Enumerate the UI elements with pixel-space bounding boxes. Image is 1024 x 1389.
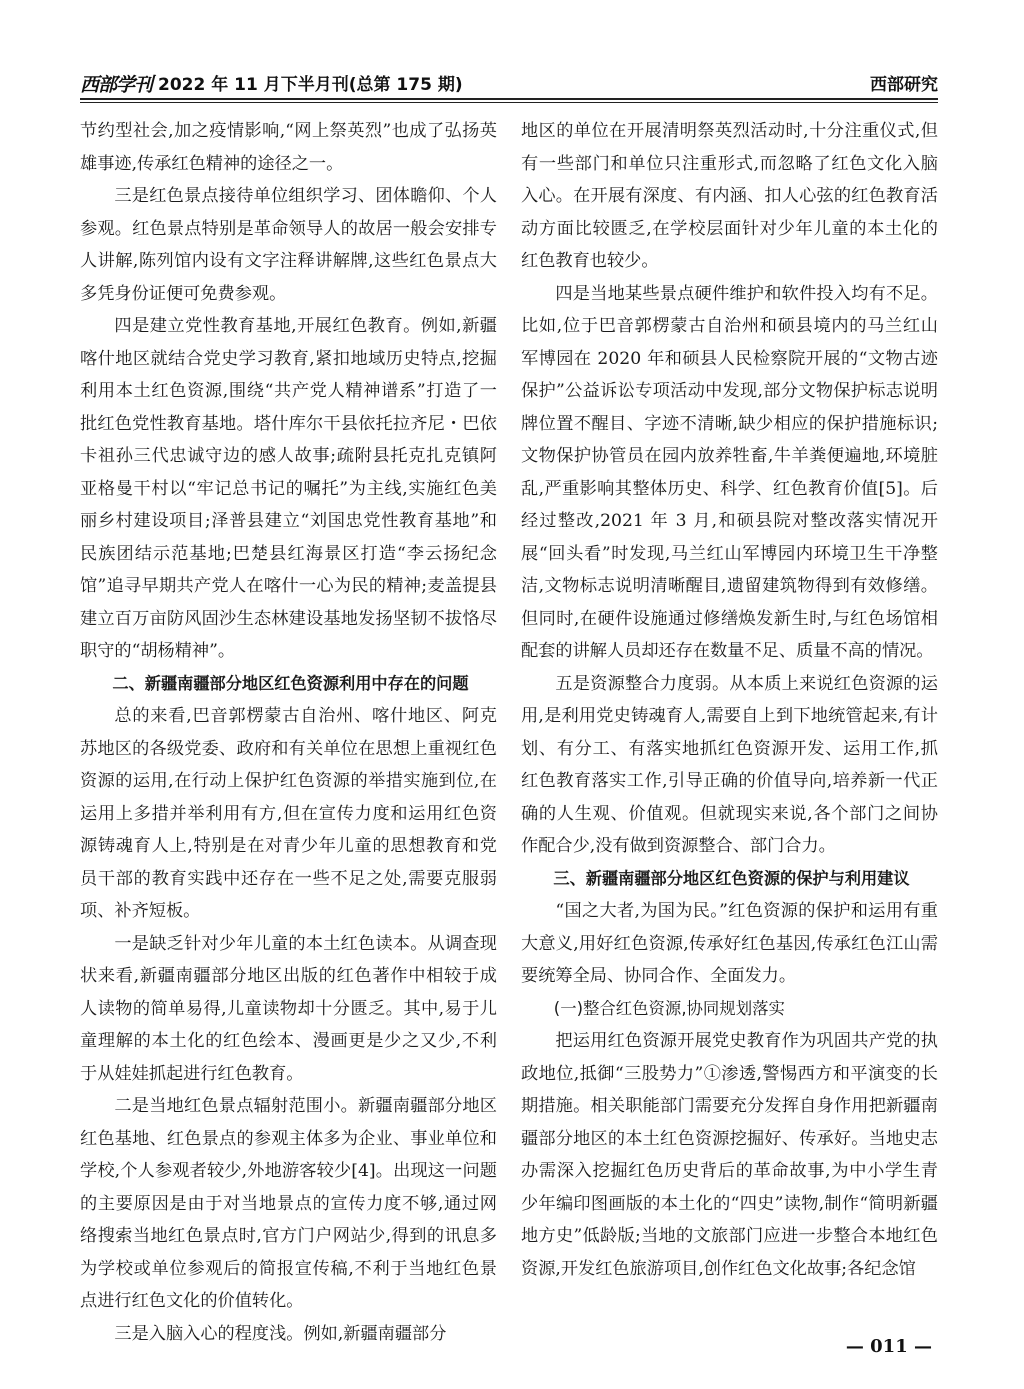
paragraph-continued: 地区的单位在开展清明祭英烈活动时,十分注重仪式,但有一些部门和单位只注重形式,而忽略了红色文化入脑入心。在开展有深度、有内涵、扣人心弦的红色教育活动方面比较匮乏,在学校层面针对少年儿童的本土化的红色教育也较少。: [521, 121, 938, 271]
right-column: [521, 115, 938, 1285]
section-heading: 二、新疆南疆部分地区红色资源利用中存在的问题: [112, 673, 469, 693]
paragraph: 一是缺乏针对少年儿童的本土红色读本。从调查现状来看,新疆南疆部分地区出版的红色著作中相较于成人读物的简单易得,儿童读物却十分匮乏。其中,易于儿童理解的本土化的红色绘本、漫画更是少之又少,不利于从娃娃抓起进行红色教育。: [80, 933, 497, 1084]
paragraph: 四是当地某些景点硬件维护和软件投入均有不足。比如,位于巴音郭楞蒙古自治州和硕县境内的马兰红山军博园在 2020 年和硕县人民检察院开展的“文物古迹保护”公益诉讼专项活动中发现,部分文物保护标志说明牌位置不醒目、字迹不清晰,缺少相应的保护措施标识;文物保护协管员在园内放养牲畜,牛羊粪便遍地,环境脏乱,严重影响其整体历史、科学、红色教育价值[5]。后经过整改,2021 年 3 月,和硕县院对整改落实情况开展“回头看”时发现,马兰红山军博园内环境卫生干净整洁,文物标志说明清晰醒目,遗留建筑物得到有效修缮。但同时,在硬件设施通过修缮焕发新生时,与红色场馆相配套的讲解人员却还存在数量不足、质量不高的情况。: [521, 283, 938, 661]
paragraph: 总的来看,巴音郭楞蒙古自治州、喀什地区、阿克苏地区的各级党委、政府和有关单位在思想上重视红色资源的运用,在行动上保护红色资源的举措实施到位,在运用上多措并举利用有方,但在宣传力度和运用红色资源铸魂育人上,特别是在对青少年儿童的思想教育和党员干部的教育实践中还存在一些不足之处,需要克服弱项、补齐短板。: [80, 706, 497, 921]
paragraph: 二是当地红色景点辐射范围小。新疆南疆部分地区红色基地、红色景点的参观主体多为企业、事业单位和学校,个人参观者较少,外地游客较少[4]。出现这一问题的主要原因是由于对当地景点的宣传力度不够,通过网络搜索当地红色景点时,官方门户网站少,得到的讯息多为学校或单位参观后的简报宣传稿,不利于当地红色景点进行红色文化的价值转化。: [80, 1096, 497, 1311]
issue-info: 2022 年 11 月下半月刊(总第 175 期): [158, 75, 463, 95]
paragraph-continued: 节约型社会,加之疫情影响,“网上祭英烈”也成了弘扬英雄事迹,传承红色精神的途径之一。: [80, 121, 497, 174]
section-heading: 三、新疆南疆部分地区红色资源的保护与利用建议: [553, 868, 910, 888]
section-name: 西部研究: [870, 75, 938, 95]
paragraph: 三是红色景点接待单位组织学习、团体瞻仰、个人参观。红色景点特别是革命领导人的故居一般会安排专人讲解,陈列馆内设有文字注释讲解牌,这些红色景点大多凭身份证便可免费参观。: [80, 186, 497, 304]
paragraph: 三是入脑入心的程度浅。例如,新疆南疆部分: [114, 1323, 447, 1344]
paragraph: “国之大者,为国为民。”红色资源的保护和运用有重大意义,用好红色资源,传承好红色基因,传承红色江山需要统筹全局、协同合作、全面发力。: [521, 901, 938, 986]
running-header: [80, 68, 938, 98]
header-rule: [80, 98, 938, 100]
journal-logo: 西部学刊: [80, 74, 153, 96]
header-rule-thin: [80, 102, 938, 103]
subsection-heading: (一)整合红色资源,协同规划落实: [553, 998, 785, 1018]
page-number: — 011 —: [845, 1336, 932, 1357]
paragraph: 五是资源整合力度弱。从本质上来说红色资源的运用,是利用党史铸魂育人,需要自上到下地统管起来,有计划、有分工、有落实地抓红色资源开发、运用工作,抓红色教育落实工作,引导正确的价值导向,培养新一代正确的人生观、价值观。但就现实来说,各个部门之间协作配合少,没有做到资源整合、部门合力。: [521, 673, 938, 856]
paragraph: 四是建立党性教育基地,开展红色教育。例如,新疆喀什地区就结合党史学习教育,紧扣地域历史特点,挖掘利用本土红色资源,围绕“共产党人精神谱系”打造了一批红色党性教育基地。塔什库尔干县依托拉齐尼・巴依卡祖孙三代忠诚守边的感人故事;疏附县托克扎克镇阿亚格曼干村以“牢记总书记的嘱托”为主线,实施红色美丽乡村建设项目;泽普县建立“刘国忠党性教育基地”和民族团结示范基地;巴楚县红海景区打造“李云扬纪念馆”追寻早期共产党人在喀什一心为民的精神;麦盖提县建立百万亩防风固沙生态林建设基地发扬坚韧不拔恪尽职守的“胡杨精神”。: [80, 316, 497, 661]
left-column: [80, 115, 497, 1350]
paragraph: 把运用红色资源开展党史教育作为巩固共产党的执政地位,抵御“三股势力”①渗透,警惕西方和平演变的长期措施。相关职能部门需要充分发挥自身作用把新疆南疆部分地区的本土红色资源挖掘好、传承好。当地史志办需深入挖掘红色历史背后的革命故事,为中小学生青少年编印图画版的本土化的“四史”读物,制作“简明新疆地方史”低龄版;当地的文旅部门应进一步整合本地红色资源,开发红色旅游项目,创作红色文化故事;各纪念馆: [521, 1031, 938, 1279]
